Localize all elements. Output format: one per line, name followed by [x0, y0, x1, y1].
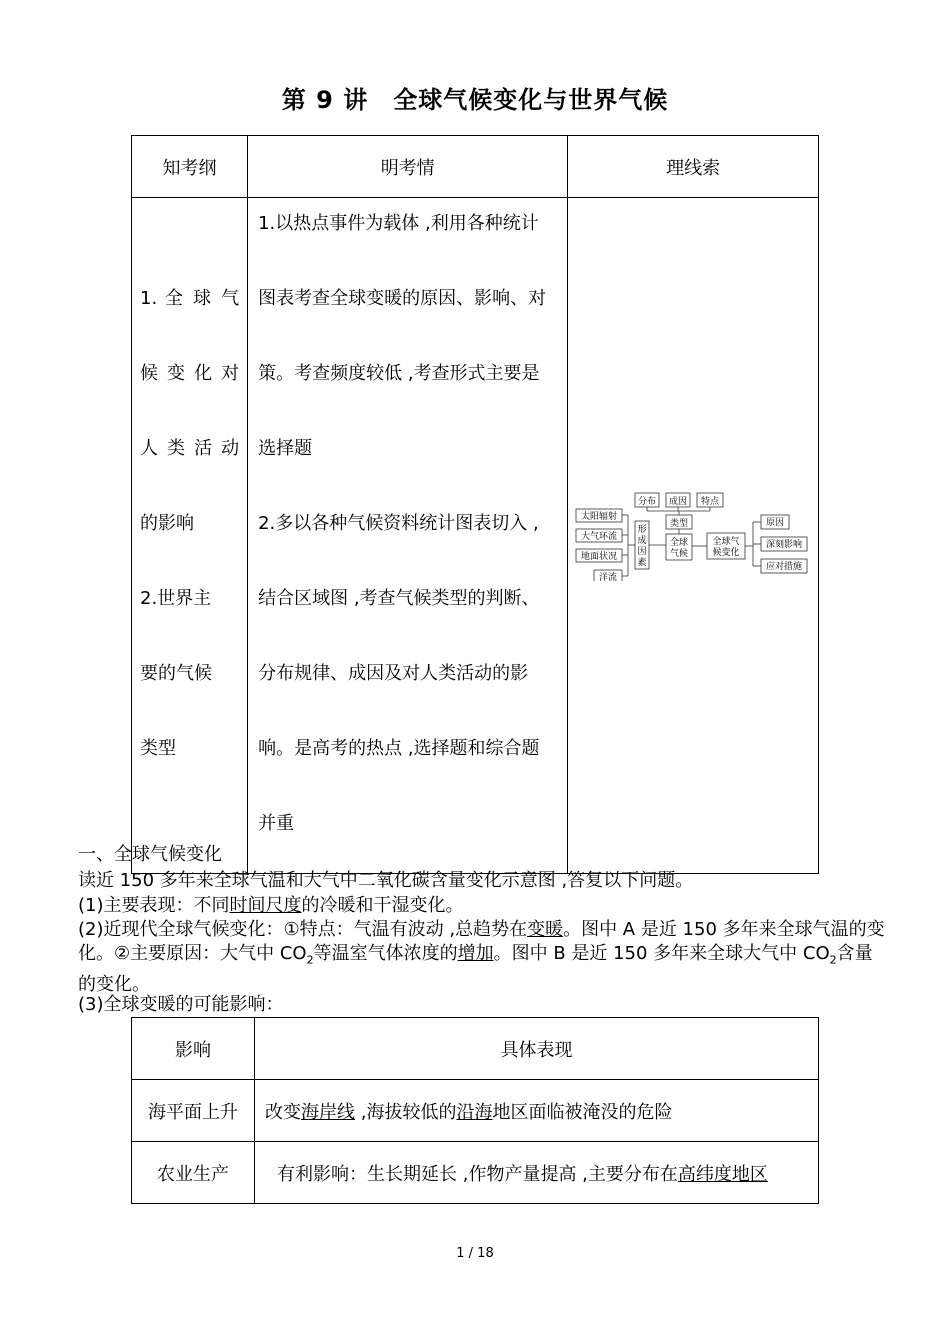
clue-cell	[568, 198, 819, 874]
syllabus-line: 的影响	[140, 513, 194, 534]
row-detail-sea-level: 改变海岸线 ,海拔较低的沿海地区面临被淹没的危险	[255, 1080, 819, 1142]
paragraph-3: (3)全球变暖的可能影响：	[78, 994, 284, 1015]
exam-line: 1.以热点事件为载体 ,利用各种统计	[258, 213, 539, 234]
exam-line: 响。是高考的热点 ,选择题和综合题	[258, 738, 540, 759]
exam-line: 结合区域图 ,考查气候类型的判断、	[258, 588, 540, 609]
diagram-right-node: 深刻影响	[766, 539, 803, 550]
exam-line: 分布规律、成因及对人类活动的影	[258, 663, 529, 684]
row-label-sea-level: 海平面上升	[132, 1080, 255, 1142]
page-title: 第 9 讲 全球气候变化与世界气候	[281, 86, 669, 114]
header-clues: 理线索	[568, 136, 819, 198]
knowledge-diagram	[575, 491, 811, 581]
exam-line: 策。考查频度较低 ,考查形式主要是	[258, 363, 540, 384]
exam-line: 并重	[258, 813, 295, 834]
diagram-right-node: 原因	[766, 517, 785, 528]
syllabus-line: 要的气候	[140, 663, 212, 684]
outline-table	[131, 135, 819, 874]
paragraph-2: (2)近现代全球气候变化：①特点：气温有波动 ,总趋势在变暖。图中 A 是近 150 多年来全球气温的变化。②主要原因：大气中 $CO_2$等温室气体浓度的增加。图中 B 是近 150 多年来全球大气中 $CO_2$含量的变化。	[78, 919, 885, 995]
diagram-climate-node: 全球气候	[670, 537, 689, 559]
syllabus-line: 类型	[140, 738, 176, 759]
diagram-left-node: 大气环流	[581, 531, 618, 542]
diagram-top-node: 特点	[701, 496, 720, 507]
diagram-left-node: 太阳辐射	[581, 511, 618, 522]
syllabus-cell	[132, 198, 248, 874]
detail-header: 具体表现	[255, 1018, 819, 1080]
exam-line: 图表考查全球变暖的原因、影响、对	[258, 288, 547, 309]
diagram-left-node: 地面状况	[581, 551, 618, 562]
exam-line: 选择题	[258, 438, 313, 459]
section-intro: 读近 150 多年来全球气温和大气中二氧化碳含量变化示意图 ,答复以下问题。	[78, 870, 694, 891]
syllabus-line: 候 变 化 对	[140, 363, 240, 384]
diagram-top-node: 分布	[638, 496, 657, 507]
header-syllabus: 知考纲	[132, 136, 248, 198]
exam-line: 2.多以各种气候资料统计图表切入 ,	[258, 513, 539, 534]
row-detail-agriculture: 有利影响：生长期延长 ,作物产量提高 ,主要分布在高纬度地区	[255, 1142, 819, 1204]
paragraph-1: (1)主要表现：不同时间尺度的冷暖和干湿变化。	[78, 895, 464, 916]
exam-cell	[248, 198, 568, 874]
syllabus-line: 人 类 活 动	[140, 438, 240, 459]
diagram-left-node: 洋流	[599, 572, 618, 581]
impact-table	[131, 1017, 819, 1204]
syllabus-line: 2.世界主	[140, 588, 212, 609]
diagram-change-node: 全球气候变化	[712, 536, 740, 558]
impact-header: 影响	[132, 1018, 255, 1080]
row-label-agriculture: 农业生产	[132, 1142, 255, 1204]
diagram-right-node: 应对措施	[766, 561, 803, 572]
diagram-factors-node: 形成因素	[637, 524, 647, 568]
diagram-type-node: 类型	[670, 518, 689, 529]
diagram-top-node: 成因	[669, 496, 688, 507]
header-exam: 明考情	[248, 136, 568, 198]
page-number: 1 / 18	[456, 1246, 494, 1261]
syllabus-line: 1. 全 球 气	[140, 288, 240, 309]
section-heading: 一、全球气候变化	[78, 844, 222, 865]
